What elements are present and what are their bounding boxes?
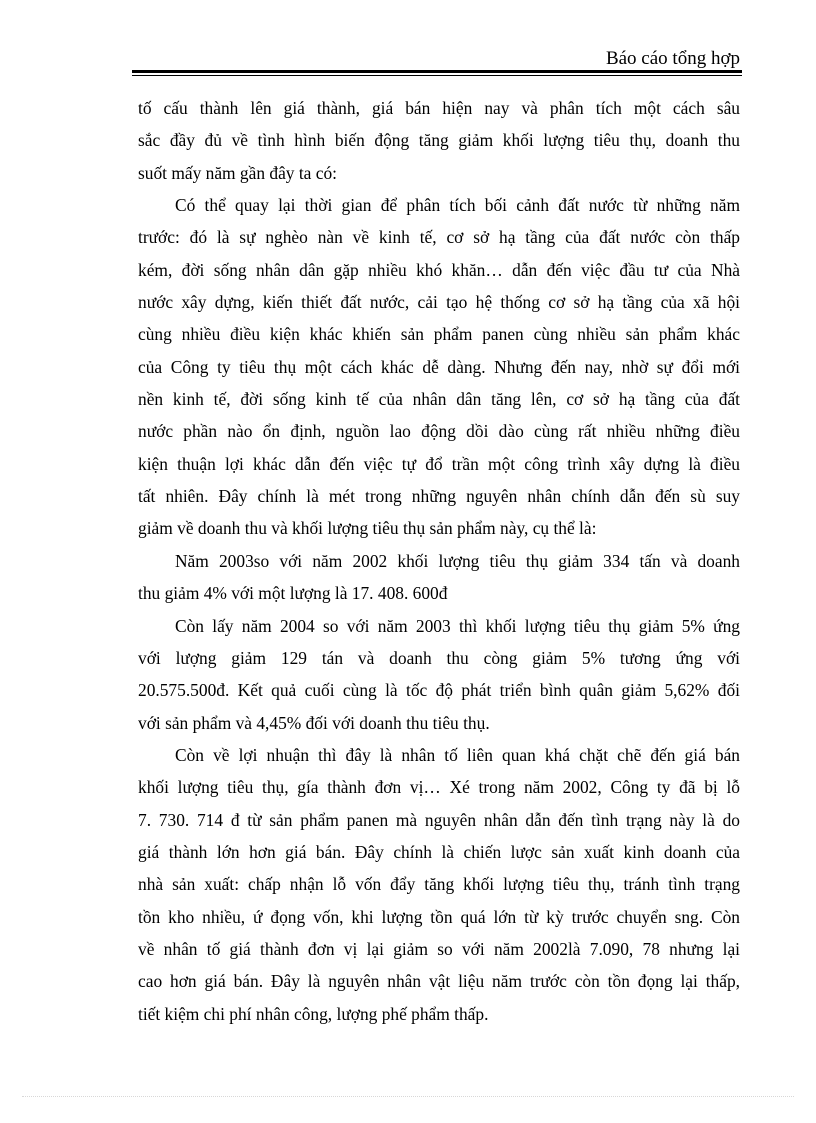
paragraph [138, 739, 740, 1030]
paragraph [138, 189, 740, 545]
paragraph [138, 545, 740, 610]
text-line: sắc đầy đủ về tình hình biến động tăng giảm khối lượng tiêu thụ, doanh thu [138, 130, 740, 151]
paragraph [138, 610, 740, 739]
text-line: Còn lấy năm 2004 so với năm 2003 thì khối lượng tiêu thụ giảm 5% ứng [175, 615, 740, 636]
text-line: Còn về lợi nhuận thì đây là nhân tố liên quan khá chặt chẽ đến giá bán [175, 744, 740, 765]
page-bottom-border [22, 1096, 794, 1097]
text-line: của Công ty tiêu thụ một cách khác dễ dàng. Nhưng đến nay, nhờ sự đổi mới [138, 356, 740, 377]
text-line: cùng nhiều điều kiện khác khiến sản phẩm panen cùng nhiều sản phẩm khác [138, 324, 740, 345]
text-line: trước: đó là sự nghèo nàn về kinh tế, cơ sở hạ tầng của đất nước còn thấp [138, 227, 740, 248]
text-line: về nhân tố giá thành đơn vị lại giảm so với năm 2002là 7.090, 78 nhưng lại [138, 938, 740, 959]
text-line: kiện thuận lợi khác dẫn đến việc tự đổ trần một công trình xây dựng là điều [138, 453, 740, 474]
text-line: với lượng giảm 129 tán và doanh thu còng giảm 5% tương ứng với [138, 647, 740, 668]
text-line: tố cấu thành lên giá thành, giá bán hiện nay và phân tích một cách sâu [138, 98, 740, 118]
header-rule-thick [132, 70, 742, 73]
document-body [138, 92, 740, 1030]
text-line: nước phần nào ổn định, nguồn lao động dồi dào cùng rất nhiều những điều [138, 421, 740, 442]
text-line: nhà sản xuất: chấp nhận lỗ vốn đẩy tăng khối lượng tiêu thụ, tránh tình trạng [138, 874, 740, 895]
text-line: giá thành lớn hơn giá bán. Đây chính là chiến lược sản xuất kinh doanh của [138, 841, 740, 862]
text-line: suốt mấy năm gần đây ta có: [138, 162, 337, 183]
text-line: cao hơn giá bán. Đây là nguyên nhân vật liệu năm trước còn tồn đọng lại thấp, [138, 971, 740, 992]
text-line: 7. 730. 714 đ từ sản phẩm panen mà nguyên nhân dẫn đến tình trạng này là do [138, 809, 740, 830]
text-line: 20.575.500đ. Kết quả cuối cùng là tốc độ phát triển bình quân giảm 5,62% đối [138, 680, 740, 701]
text-line: kém, đời sống nhân dân gặp nhiều khó khăn… dẫn đến việc đầu tư của Nhà [138, 259, 740, 280]
text-line: tồn kho nhiều, ứ đọng vốn, khi lượng tồn quá lớn từ kỳ trước chuyển sng. Còn [138, 906, 740, 927]
text-line: nền kinh tế, đời sống kinh tế của nhân dân tăng lên, cơ sở hạ tầng của đất [138, 389, 740, 410]
text-line: nước xây dựng, kiến thiết đất nước, cải tạo hệ thống cơ sở hạ tầng của xã hội [138, 292, 740, 313]
running-header: Báo cáo tổng hợp [605, 48, 740, 69]
text-line: giảm về doanh thu và khối lượng tiêu thụ sản phẩm này, cụ thể là: [138, 518, 597, 539]
text-line: Năm 2003so với năm 2002 khối lượng tiêu thụ giảm 334 tấn và doanh [175, 550, 740, 571]
text-line: tiết kiệm chi phí nhân công, lượng phế phẩm thấp. [138, 1003, 489, 1024]
text-line: thu giảm 4% với một lượng là 17. 408. 600đ [138, 583, 448, 604]
text-line: với sản phẩm và 4,45% đối với doanh thu tiêu thụ. [138, 712, 490, 733]
paragraph [138, 92, 740, 189]
text-line: tất nhiên. Đây chính là mét trong những nguyên nhân chính dẫn đến sù suy [138, 486, 740, 507]
text-line: Có thể quay lại thời gian để phân tích bối cảnh đất nước từ những năm [175, 195, 740, 216]
text-line: khối lượng tiêu thụ, gía thành đơn vị… Xé trong năm 2002, Công ty đã bị lỗ [138, 777, 740, 798]
header-rule-thin [132, 75, 742, 76]
